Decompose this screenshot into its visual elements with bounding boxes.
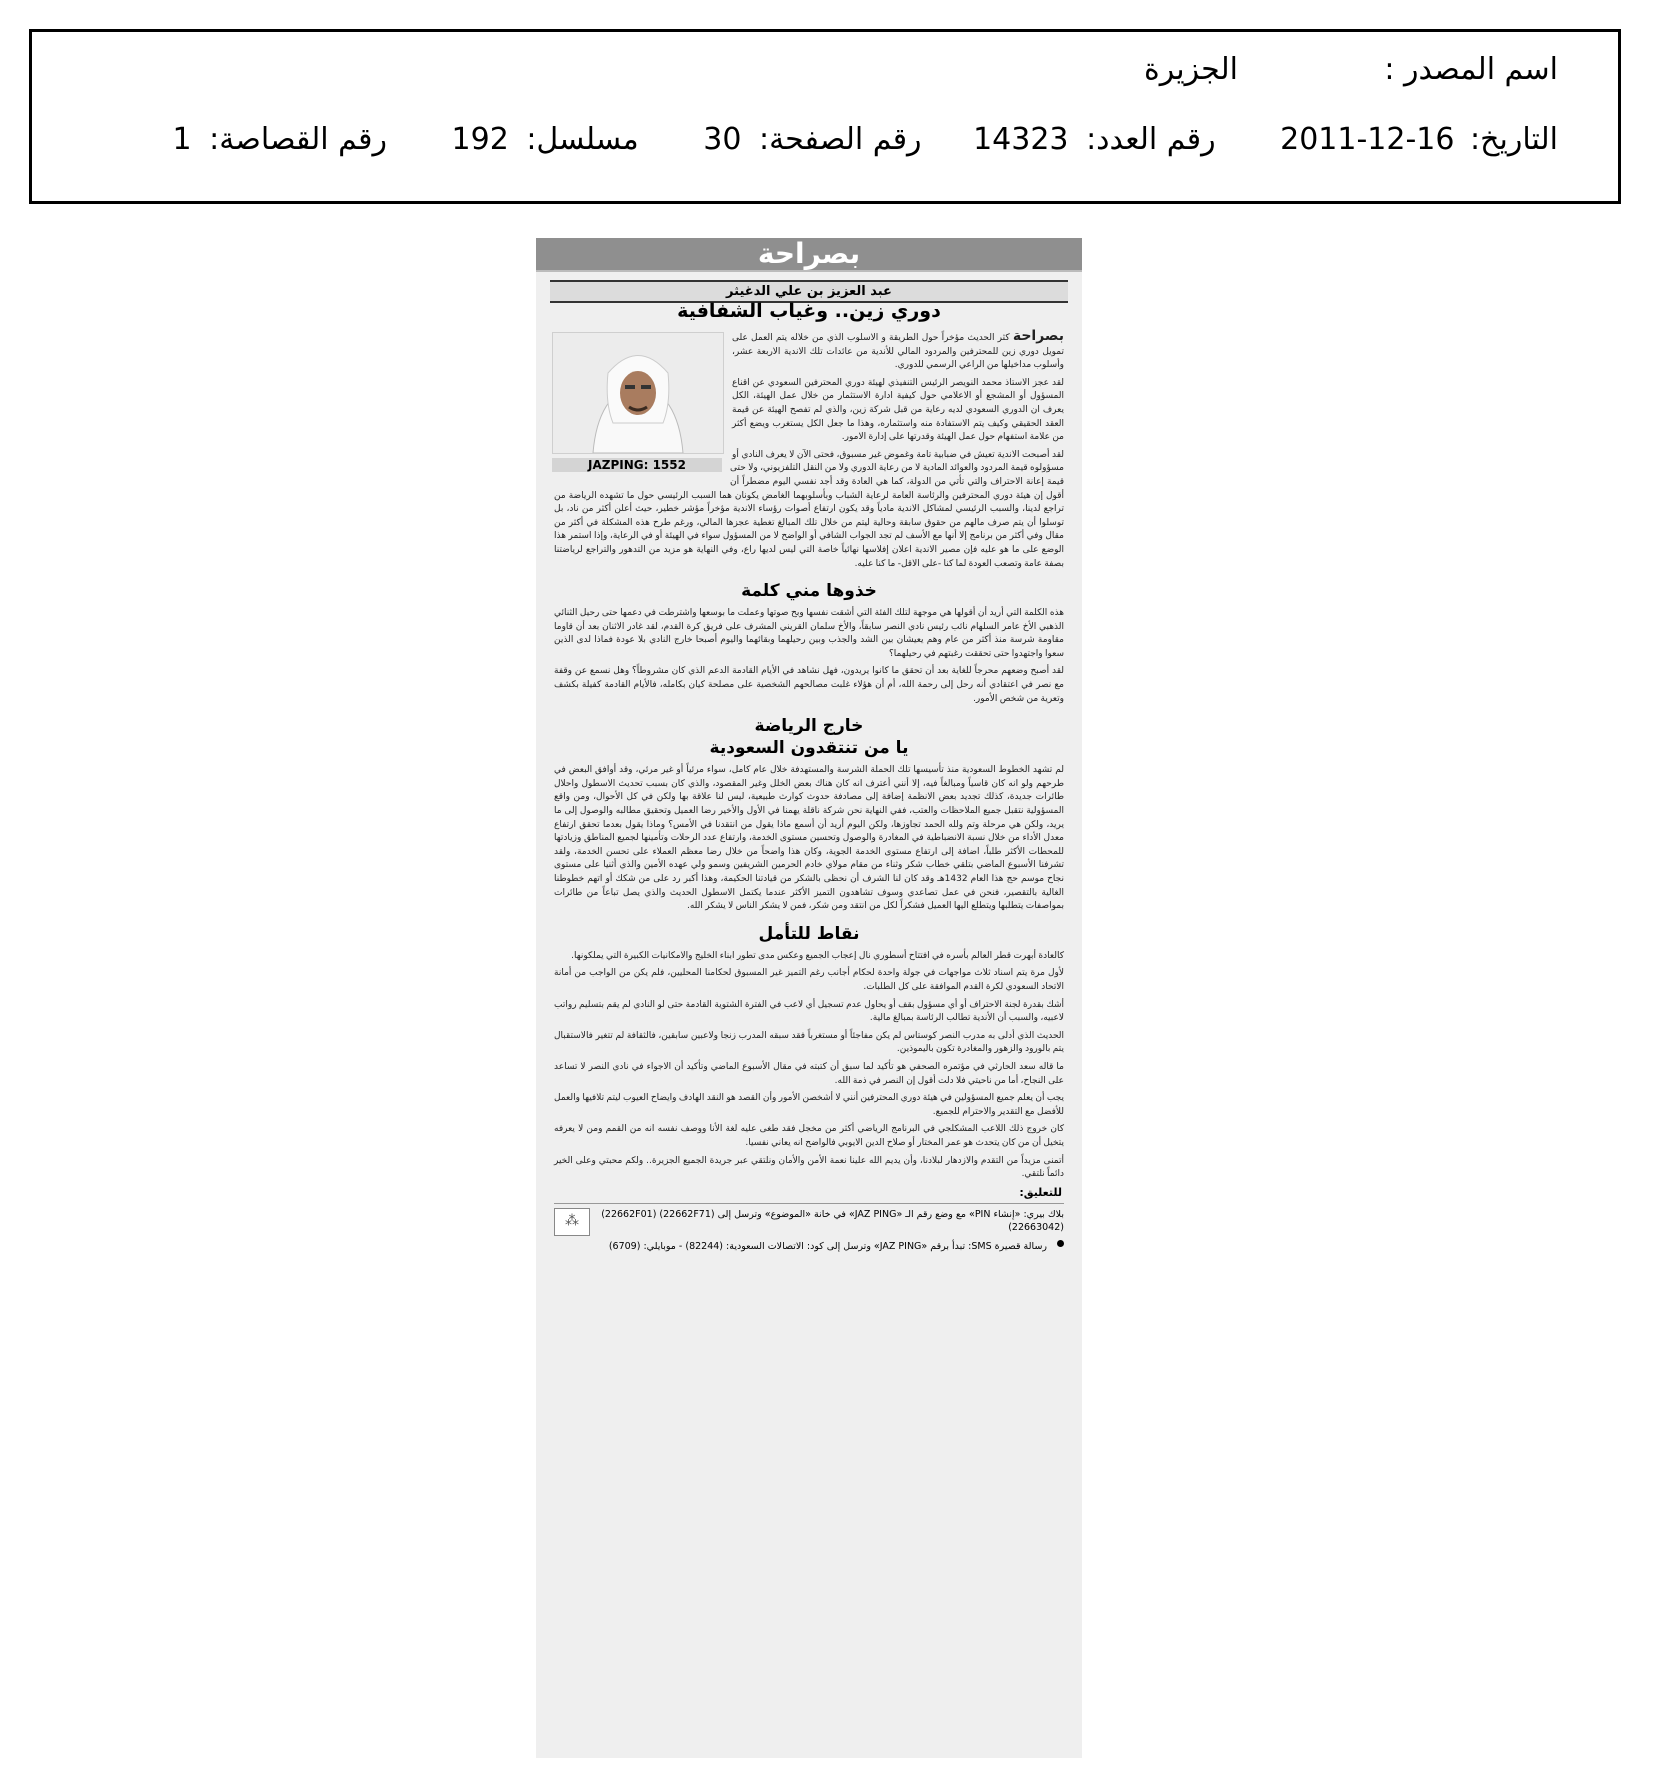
point-paragraph: يجب أن يعلم جميع المسؤولين في هيئة دوري المحترفين أنني لا أشخصن الأمور وأن القصد هو النقد الهادف وايضاح العيوب ليتم تلافيها والعمل للأفضل مع التقدير والاحترام للجميع. xyxy=(554,1093,1064,1117)
point-paragraph: الحديث الذي أدلى به مدرب النصر كوستاس لم يكن مفاجئاً أو مستغرباً فقد سبقه المدرب زنجا ولاعبين سابقين، فالثقافة لم تتغير فالاستقبال يتم بالورود والزهور والمغادرة تكون باليموذين. xyxy=(554,1030,1064,1055)
meta-row xyxy=(173,122,1558,157)
blackberry-icon: ⁂ xyxy=(554,1208,590,1236)
section-paragraph: لم تشهد الخطوط السعودية منذ تأسيسها تلك الحملة الشرسة والمستهدفة خلال عام كامل، سواء مرئياً أو غير مرئي، وقد أوافق البعض في طرحهم ولو انه كان قاسياً ومبالغاً فيه، إلا أنني أعترف انه كان هناك بعض الخلل وغير المقصود، والذي كان بسبب تحديث الاسطول واحلال طائرات جديدة، كذلك تجديد بعض الانظمة إضافة إلى مصادفة حدوث كوارث طبيعية، ليس لنا علاقة بها ولكن في كل الأحوال، ومن واقع المسؤولية نتقبل جميع الملاحظات والعتب، ففي النهاية نحن شركة ناقلة يهمنا في الأول والأخير رضا العميل وتحقيق مطالبه والوصول إلى ما يريد، ولكن هي مرحلة وتم ولله الحمد تجاوزها، ولكن اليوم أريد أن أسمع ماذا يقول من انتقدنا في الأمس؟ وماذا يقول بعدما تحقق ارتفاع معدل الأداء من خلال نسبة الانضباطية في المغادرة والوصول وتحسين مستوى الخدمة، وارتفاع عدد الرحلات وتأمينها لجميع المناطق وزيادتها للمحطات الأكثر طلباً، اضافة إلى ارتفاع مستوى الخدمة الجوية، وكان هذا واضحاً من خلال رضا معظم العملاء على تحسن الخدمة، ولقد تشرفنا الأسبوع الماضي بتلقي خطاب شكر وثناء من مقام مولاي خادم الحرمين الشريفين وسمو ولي عهده الأمين والذي أثنيا على مستوى نجاح موسم حج هذا العام 1432هـ وقد كان لنا الشرف أن نحظى بالشكر من قيادتنا الحكيمة، وهذا أكبر رد على من شكك أو اتهم خطوطنا الغالية بالتقصير، فنحن في عمل تصاعدي وسوف تشاهدون التميز الأكثر عندما يكتمل الاسطول الحديث والذي يصل تباعاً من طائرات بمواصفات يتطلبها ويتطلع اليها العميل فشكراً لكل من انتقد ومن شكر، فمن لا يشكر الناس لا يشكر الله. xyxy=(554,765,1064,912)
bb-text: بلاك بيري: «إنشاء PIN» مع وضع رقم الـ «JAZ PING» في خانة «الموضوع» وترسل إلى (22662F71) (22662F01) (22663042) xyxy=(601,1208,1064,1233)
paragraph-text: كثر الحديث مؤخراً حول الطريقة و الاسلوب الذي من خلاله يتم العمل على تمويل دوري زين للمحترفين والمردود المالي للأندية من عائدات تلك الاندية الاربعة عشر، وأسلوب مداخيلها من الراعي الرسمي للدوري. xyxy=(732,333,1064,371)
point-paragraph: ما قاله سعد الحارثي في مؤتمره الصحفي هو تأكيد لما سبق أن كتبته في مقال الأسبوع الماضي وتأكيد أن الاجواء في نادي النصر لا تساعد على النجاح، أما من ناحيتي فلا دلت أقول إن النصر في ذمة الله. xyxy=(554,1061,1064,1086)
point-paragraph: أشك بقدرة لجنة الاحتراف أو أي مسؤول بقف أو يحاول عدم تسجيل أي لاعب في الفترة الشتوية القادمة حتى لو النادي لم يقم بتسليم رواتب لاعبيه، والسبب أن الأندية تطالب الرئاسة بمبالغ مالية. xyxy=(554,999,1064,1024)
page-label: رقم الصفحة: xyxy=(758,122,922,157)
source-row xyxy=(1384,52,1558,87)
section-subtitle: يا من تنتقدون السعودية xyxy=(709,738,909,759)
date-label: التاريخ: xyxy=(1470,122,1558,157)
column-banner: بصراحة xyxy=(536,238,1082,272)
author-photo xyxy=(552,332,724,454)
point-paragraph: لأول مرة يتم اسناد ثلاث مواجهات في جولة واحدة لحكام أجانب رغم التميز غير المسبوق لحكامنا المحليين، فلم يكن من الواجب من أمانة الاتحاد السعودي لكرة القدم الموافقة على كل الطلبات. xyxy=(554,968,1064,992)
point-paragraph: كان خروج ذلك اللاعب المشكلجي في البرنامج الرياضي أكثر من مخجل فقد طغى عليه لغة الأنا ووصف نفسه انه من القمم ومن لا يعرفه يتخيل أن من كان يتحدث هو عمر المختار أو صلاح الدين الايوبي فالواضح انه يعاني نفسيا. xyxy=(554,1124,1064,1148)
serial-label: مسلسل: xyxy=(526,122,639,157)
newspaper-clipping xyxy=(536,238,1082,1758)
source-value-row xyxy=(1144,52,1238,87)
page-value: 30 xyxy=(703,122,742,157)
section-title: خارج الرياضة xyxy=(754,716,864,737)
point-paragraph: أتمنى مزيداً من التقدم والازدهار لبلادنا، وأن يديم الله علينا نعمة الأمن والأمان ونلتقي عبر جريدة الجميع الجزيرة.. ولكم محبتي وعلى الخير دائماً نلتقي. xyxy=(554,1155,1064,1180)
point-paragraph: كالعادة أبهرت قطر العالم بأسره في افتتاح أسطوري نال إعجاب الجميع وعكس مدى تطور ابناء الخليج والامكانيات الكبيرة التي يملكونها. xyxy=(571,950,1064,961)
section-title: خذوها مني كلمة xyxy=(741,581,877,602)
serial-value: 192 xyxy=(451,122,509,157)
clip-label: رقم القصاصة: xyxy=(209,122,387,157)
clipping-body xyxy=(544,294,1074,1752)
author-byline: عبد العزيز بن علي الدغيثر xyxy=(550,280,1068,303)
clip-value: 1 xyxy=(172,122,192,157)
contact-box xyxy=(554,1203,1064,1253)
section-paragraph: هذه الكلمة التي أريد أن أقولها هي موجهة لتلك الفئة التي أشقت نفسها وبح صوتها وعملت ما بوسعها واشترطت في دعمها حتى رحيل الثنائي الذهبي الأخ عامر السلهام نائب رئيس نادي النصر سابقاً، والأخ سلمان القريني المشرف على فريق كرة القدم، لقد غادر الاثنان بعد أن قاوما مقاومة شرسة منذ أكثر من عام وهم يعيشان بين الشد والجذب وبين رحيلهما وبقائهما واليوم أصبحا خارج النادي بلا عودة فماذا لدى الذين سعوا واجتهدوا حتى تحققت رغبتهم في رحيلهما؟ xyxy=(554,608,1064,659)
main-paragraph: لقد عجز الاستاذ محمد النويصر الرئيس التنفيذي لهيئة دوري المحترفين السعودي عن اقناع المسؤول أو المشجع أو الاعلامي حول كيفية ادارة الاستثمار من خلال عمل الهيئة، الكل يعرف ان الدوري السعودي لديه رعاية من قبل شركة زين، والذي لم تفصح الهيئة عن قيمة العقد الحقيقي وكيف يتم الاستفادة منه واستثماره، وهذا ما جعل الكل يستغرب ويضع أكثر من علامة استفهام حول عمل الهيئة وقدرتها على إدارة الامور. xyxy=(732,377,1064,443)
photo-tag: JAZPING: 1552 xyxy=(552,458,722,472)
main-paragraph: لقد أصبحت الاندية تعيش في ضبابية تامة وغموض غير مسبوق، فحتى الآن لا يعرف النادي أو مسؤولوه قيمة المردود والعوائد المادية لا من رعاية الدوري ولا من النقل التلفزيوني، ولا حتى قيمة إعانة الاحتراف والتي تأتي من الدولة، كما هي العادة وقد أجد نفسي اليوم مضطراً أن أقول إن هيئة دوري المحترفين والرئاسة العامة لرعاية الشباب وبأسلوبهما الغامض يكونان هما السبب الرئيسي حول ما تشهده الرياضة من تراجع لدينا، والسبب الرئيسي لمشاكل الاندية مادياً وقد يكون ارتفاع أصوات رؤساء الاندية مؤخراً مؤشر خطير، حيث أعلن أكثر من ناد، بل توسلوا أن يتم صرف مالهم من حقوق سابقة وحالية ليتم من خلال تلك المبالغ تغطية عجزها المالي، ورغم طرح هذه المشكلة في أكثر من مقال وفي أكثر من برنامج إلا أنها مع الأسف لم تجد الجواب الشافي أو الواضح لا من المسؤول سواء في الهيئة أو في الرعاية، وإذا استمر هذا الوضع على ما هو عليه فإن مصير الاندية اعلان إفلاسها نهائياً خاصة التي ليس لديها راع، وفي النهاية هو مزيد من التدهور والتراجع لرياضتنا بصفة عامة وتصعب العودة لما كنا -على الاقل- ما كنا عليه. xyxy=(554,449,1064,569)
section-title: نقاط للتأمل xyxy=(758,923,860,944)
blackberry-row xyxy=(554,1208,1064,1236)
section-paragraph: لقد أصبح وضعهم محرجاً للغاية بعد أن تحقق ما كانوا يريدون، فهل نشاهد في الأيام القادمة الدعم الذي كان مشروطاً؟ وهل نسمع عن وقفة مع نصر في اعتقادي أنه رحل إلى رحمة الله، أم أن هؤلاء غلبت مصالحهم الشخصية على مصلحة كيان بكامله، فالأيام القادمة كفيلة بكشف وتعرية من شخص الأمور. xyxy=(554,666,1064,704)
bullet-icon xyxy=(1057,1240,1064,1247)
date-value: 2011-12-16 xyxy=(1280,122,1455,157)
issue-value: 14323 xyxy=(973,122,1069,157)
source-value: الجزيرة xyxy=(1143,52,1238,87)
article-title: دوري زين.. وغياب الشفافية xyxy=(677,300,941,322)
sms-row xyxy=(554,1240,1064,1253)
issue-label: رقم العدد: xyxy=(1086,122,1216,157)
source-label: اسم المصدر : xyxy=(1384,52,1558,87)
source-header-box xyxy=(29,29,1621,204)
feedback-heading: للتعليق: xyxy=(1019,1185,1062,1199)
sms-text: رسالة قصيرة SMS: تبدأ برقم «JAZ PING» وترسل إلى كود: الاتصالات السعودية: (82244) - موبايلي: (6709) xyxy=(608,1240,1047,1252)
lead-word: بصراحة xyxy=(1012,328,1064,344)
